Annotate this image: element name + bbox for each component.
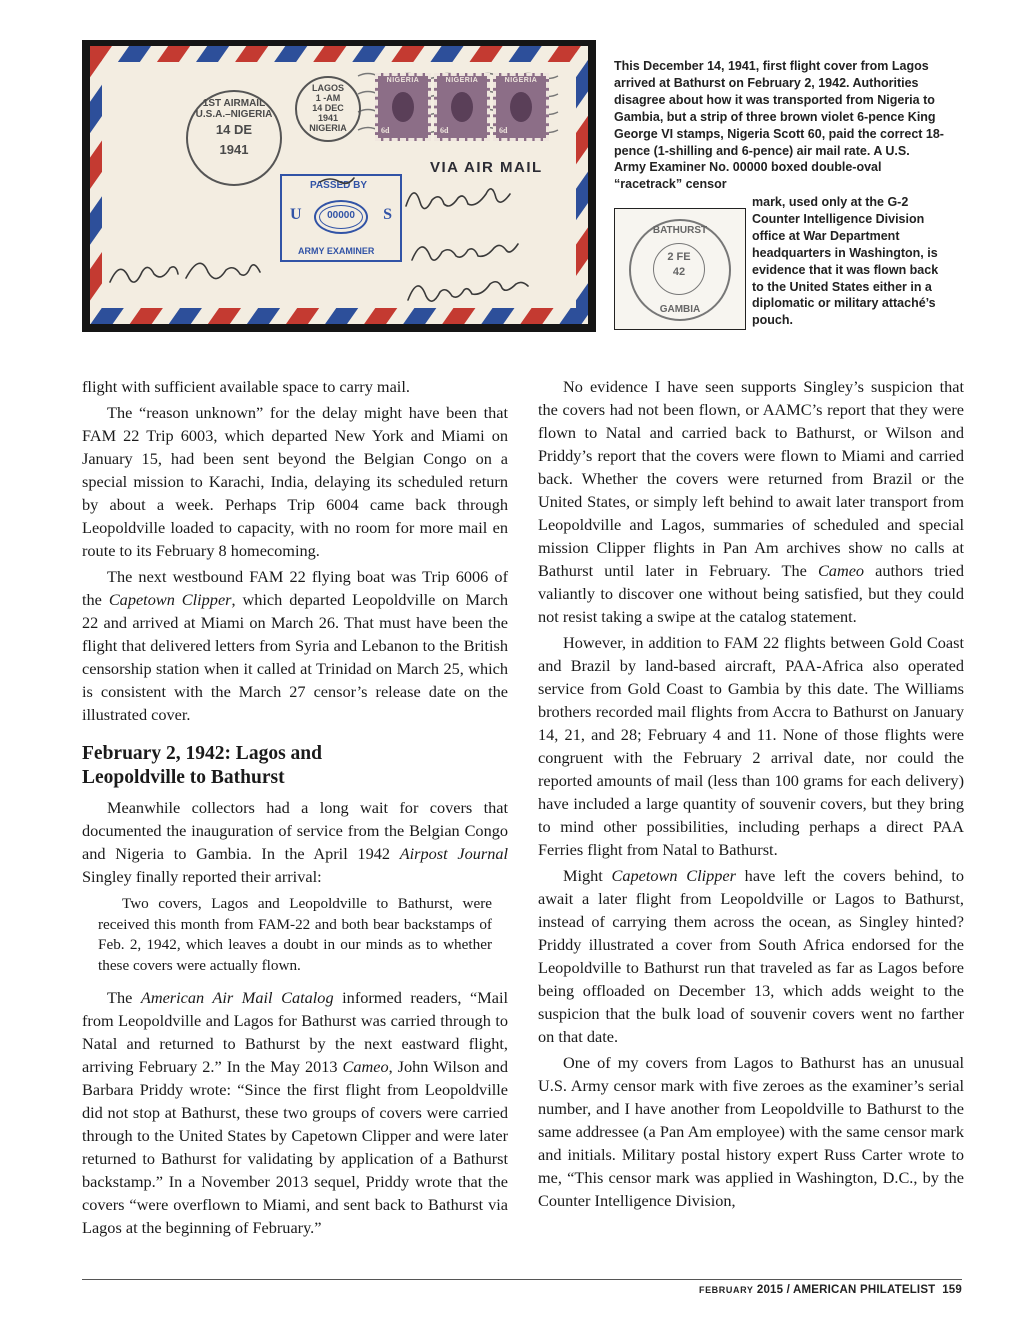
heading-line: February 2, 1942: Lagos and [82,743,322,764]
postmark-ring-text: 1ST AIRMAIL U.S.A.–NIGERIA [195,98,273,120]
text-run: Might [563,866,612,885]
lagos-postmark-date: 14 DEC [312,103,344,113]
censor-number: 00000 [319,205,363,229]
handwritten-address [90,46,588,324]
text-run: have left the covers behind, to await a later flight from Leopoldville or Lagos to Bathurst, instead of carrying them across the ocean, as Singley hinted? Priddy illustrated a cover from South Africa endorsed for the Leopoldville to Bathurst run that traveled as far as Lagos before being offloaded on December 13, which adds weight to the suspicion that the bulk load of souvenir covers went no farther on that date. [538,866,964,1046]
text-run: authors tried valiantly to discover one without being satisfied, but they could not resist taking a swipe at the catalog statement. [538,561,964,626]
stamp-value: 6d [440,126,449,135]
backstamp-year: 42 [672,266,686,278]
footer-rule [82,1279,962,1280]
italic-title: Cameo [342,1057,389,1076]
text-run: informed readers, “Mail from Leopoldville and Lagos for Bathurst was carried through to Natal and returned to Bathurst by the next eastward flight, arriving February 2.” In the May 2013 [82,988,508,1076]
body-paragraph [82,565,508,726]
stamp-country: NIGERIA [445,77,479,84]
figure-caption-continued: mark, used only at the G-2 Counter Intelligence Division office at War Department headquarters in Washington, is evidence that it was flown back to the United States either in a diplomatic or military attaché’s pouch. [752,195,939,328]
stamp-country: NIGERIA [386,77,420,84]
section-heading [82,742,508,790]
censor-passed-by: PASSED BY [310,180,368,191]
cover-photo-frame [82,40,596,332]
text-run: Singley finally reported their arrival: [82,867,322,886]
body-paragraph [538,864,964,1048]
censor-army-examiner: ARMY EXAMINER [298,246,375,256]
body-paragraph: One of my covers from Lagos to Bathurst has an unusual U.S. Army censor mark with five zeroes as the examiner’s serial number, and I have another from Leopoldville to Bathurst to the same addressee (a Pan Am employee) with the same censor mark and initials. Military postal history expert Russ Carter wrote to me, “This censor mark was applied in Washington, D.C., by the Counter Intelligence Division, [538,1053,964,1210]
body-paragraph: The “reason unknown” for the delay might have been that FAM 22 Trip 6003, which departed New York and Miami on January 15, had been sent beyond the Belgian Congo on a special mission to Karachi, India, delaying its scheduled return by about a week. Perhaps Trip 6004 came back through Leopoldville loaded to capacity, with no room for more mail en route to its February 8 homecoming. [82,403,508,560]
body-paragraph [82,986,508,1239]
italic-title: Airpost Journal [399,844,508,863]
page-footer [600,1284,962,1296]
figure-caption: This December 14, 1941, first flight cover from Lagos arrived at Bathurst on February 2, 1942. Authorities disagree about how it was transported from Nigeria to Gambia, but a strip of three brown violet 6-pence King George VI stamps, Nigeria Scott 60, paid the correct 18-pence (1-shilling and 6-pence) air mail rate. A U.S. Army Examiner No. 00000 boxed double-oval “racetrack” censor [614,59,944,192]
body-paragraph: However, in addition to FAM 22 flights between Gold Coast and Brazil by land-based aircraft, PAA-Africa also operated service from Gold Coast to Gambia by this date. The Williams brothers recorded mail flights from Accra to Bathurst on January 14, 21, and 28; February 4 and 11. None of those flights were congruent with the February 2 arrival date, nor could the reported amounts of mail (less than 100 grams for each delivery) have included a large quantity of souvenir covers, but they bring to mind other possibilities, including perhaps a direct PAA Ferries flight from Natal to Bathurst. [538,633,964,859]
lagos-postmark-country: NIGERIA [309,123,347,133]
backstamp-country: GAMBIA [659,304,701,315]
text-run: The [107,988,141,1007]
bathurst-postmark [629,219,731,321]
lagos-postmark-time: 1 -AM [315,93,341,103]
italic-title: Capetown Clipper [611,866,736,885]
lagos-postmark-city: LAGOS [311,83,344,93]
stamp-country: NIGERIA [504,77,538,84]
body-paragraph [538,375,964,628]
italic-title: American Air Mail Catalog [140,988,334,1007]
backstamp-city: BATHURST [652,225,708,236]
censor-letter-u: U [290,206,302,223]
text-run: The next westbound FAM 22 flying boat was Trip 6006 of the [82,567,508,609]
via-air-mail-label: VIA AIR MAIL [430,159,543,176]
block-quote: Two covers, Lagos and Leopoldville to Bathurst, were received this month from FAM-22 and both bear backstamps of Feb. 2, 1942, which leaves a doubt in our minds as to whether these covers were actually flown. [98,895,492,974]
left-column [82,375,508,1242]
censor-letter-s: S [383,206,392,223]
heading-line: Leopoldville to Bathurst [82,767,285,788]
text-run: No evidence I have seen supports Singley’s suspicion that the covers had not been flown, or AAMC’s report that they were flown to Natal and carried back to Bathurst, or Wilson and Priddy’s report that the covers were flown to Miami and carried back. Whether the covers were returned from Brazil or the United States, or simply left behind to await later transport from Leopoldville and Lagos, summaries of scheduled and special mission Clipper flights in Pan Am archives show no calls at Bathurst until later in February. The [538,377,964,580]
text-run: , which departed Leopoldville on March 22 and arrived at Miami on March 26. That must have been the flight that delivered letters from Syria and Lebanon to the British censorship station when it called at Trinidad on March 25, which is consistent with the March 27 censor’s release date on the illustrated cover. [82,590,508,724]
stamp-value: 6d [499,126,508,135]
postmark-date-year: 1941 [219,142,249,157]
backstamp-center [653,243,705,295]
postmark-date-day: 14 DE [215,122,253,137]
footer-publication: 2015 / AMERICAN PHILATELIST 159 [753,1284,962,1296]
right-column [538,375,964,1215]
backstamp-date: 2 FE [667,251,691,263]
footer-month: FEBRUARY [698,1285,754,1295]
bathurst-backstamp-inset [614,208,746,330]
text-run: Meanwhile collectors had a long wait for covers that documented the inauguration of service from the Belgian Congo and Nigeria to Gambia. In the April 1942 [82,798,508,863]
stamp-value: 6d [381,126,390,135]
body-paragraph: flight with sufficient available space to carry mail. [82,377,410,396]
italic-title: Capetown Clipper [108,590,232,609]
text-run: , John Wilson and Barbara Priddy wrote: “Since the first flight from Leopoldville did not stop at Bathurst, these two groups of covers were carried through to the United States by Capetown Clipper and were later returned to Bathurst for validating by application of a Bathurst backstamp.” In a November 2013 sequel, Priddy wrote that the covers “were overflown to Miami, and sent back to Bathurst via Lagos at the beginning of February.” [82,1057,508,1237]
airmail-cover-image [90,46,588,324]
lagos-postmark-year: 1941 [317,113,339,123]
italic-title: Cameo [817,561,865,580]
body-paragraph [82,796,508,888]
